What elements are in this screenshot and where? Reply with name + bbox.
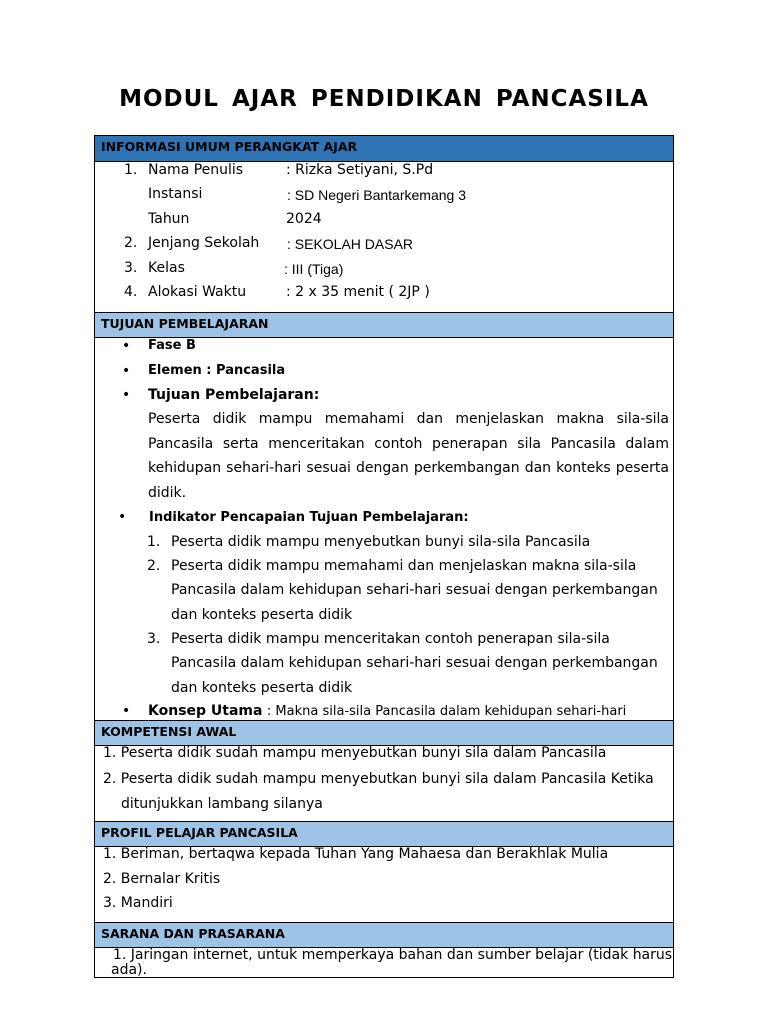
bullet-icon: • bbox=[122, 363, 131, 379]
info-row-num: 4. bbox=[124, 284, 138, 300]
bullet-icon: • bbox=[122, 387, 131, 403]
indikator-line: Peserta didik mampu memahami dan menjelaskan makna sila-sila bbox=[171, 558, 637, 574]
profil-section-header: PROFIL PELAJAR PANCASILA bbox=[95, 821, 673, 847]
indikator-line: dan konteks peserta didik bbox=[171, 607, 353, 623]
tujuan-pembelajaran-label: Tujuan Pembelajaran: bbox=[148, 387, 320, 403]
info-row-label: Instansi bbox=[148, 186, 203, 202]
info-row-value: : III (Tiga) bbox=[284, 261, 344, 277]
konsep-utama-label: Konsep Utama bbox=[148, 703, 263, 719]
sarana-section-header: SARANA DAN PRASARANA bbox=[95, 922, 673, 948]
info-row-label: Nama Penulis bbox=[148, 162, 244, 178]
kompetensi-item: 1. Peserta didik sudah mampu menyebutkan bunyi sila dalam Pancasila bbox=[103, 745, 607, 761]
info-row-label: Tahun bbox=[148, 211, 190, 227]
konsep-utama-value: : Makna sila-sila Pancasila dalam kehidupan sehari-hari bbox=[266, 704, 627, 719]
bullet-icon: • bbox=[118, 509, 127, 525]
kompetensi-item: 2. Peserta didik sudah mampu menyebutkan bunyi sila dalam Pancasila Ketika bbox=[103, 771, 654, 787]
info-row-value: : Rizka Setiyani, S.Pd bbox=[286, 162, 434, 178]
bullet-icon: • bbox=[122, 703, 131, 719]
bullet-icon: • bbox=[122, 338, 131, 354]
info-row-label: Kelas bbox=[148, 260, 185, 276]
profil-item: 1. Beriman, bertaqwa kepada Tuhan Yang Mahaesa dan Berakhlak Mulia bbox=[103, 846, 609, 862]
document-title: MODUL AJAR PENDIDIKAN PANCASILA bbox=[119, 86, 649, 112]
kompetensi-item: ditunjukkan lambang silanya bbox=[121, 796, 323, 812]
konsep-utama bbox=[148, 703, 626, 719]
info-row-num: 2. bbox=[124, 235, 138, 251]
tujuan-pembelajaran-text: Peserta didik mampu memahami dan menjelaskan makna sila-sila Pancasila serta menceritakan contoh penerapan sila Pancasila dalam kehidupan sehari-hari sesuai dengan perkembangan dan konteks peserta didik. bbox=[148, 411, 669, 501]
elemen-label: Elemen : Pancasila bbox=[148, 363, 286, 378]
info-row-num: 1. bbox=[124, 162, 138, 178]
kompetensi-section-header: KOMPETENSI AWAL bbox=[95, 720, 673, 746]
info-row-label: Alokasi Waktu bbox=[148, 284, 247, 300]
profil-item: 3. Mandiri bbox=[103, 895, 173, 911]
indikator-line: Peserta didik mampu menyebutkan bunyi sila-sila Pancasila bbox=[171, 534, 591, 550]
tujuan-section-header: TUJUAN PEMBELAJARAN bbox=[95, 312, 673, 338]
info-row-label: Jenjang Sekolah bbox=[148, 235, 260, 251]
indikator-label: Indikator Pencapaian Tujuan Pembelajaran: bbox=[149, 510, 469, 525]
indikator-num: 1. bbox=[147, 534, 161, 550]
profil-item: 2. Bernalar Kritis bbox=[103, 871, 221, 887]
sarana-item: ada). bbox=[111, 962, 147, 978]
indikator-num: 3. bbox=[147, 631, 161, 647]
fase-label: Fase B bbox=[148, 338, 196, 353]
info-row-value: : SEKOLAH DASAR bbox=[287, 236, 414, 252]
module-table bbox=[94, 135, 674, 978]
indikator-line: dan konteks peserta didik bbox=[171, 680, 353, 696]
indikator-line: Pancasila dalam kehidupan sehari-hari sesuai dengan perkembangan bbox=[171, 655, 658, 671]
info-row-num: 3. bbox=[124, 260, 138, 276]
indikator-line: Pancasila dalam kehidupan sehari-hari sesuai dengan perkembangan bbox=[171, 582, 658, 598]
info-row-value: : SD Negeri Bantarkemang 3 bbox=[287, 187, 466, 203]
sarana-item: 1. Jaringan internet, untuk memperkaya bahan dan sumber belajar (tidak harus bbox=[113, 947, 673, 963]
indikator-line: Peserta didik mampu menceritakan contoh penerapan sila-sila bbox=[171, 631, 610, 647]
info-row-value: : 2 x 35 menit ( 2JP ) bbox=[286, 284, 430, 300]
indikator-num: 2. bbox=[147, 558, 161, 574]
info-row-value: 2024 bbox=[286, 211, 322, 227]
info-section-header: INFORMASI UMUM PERANGKAT AJAR bbox=[95, 136, 673, 162]
